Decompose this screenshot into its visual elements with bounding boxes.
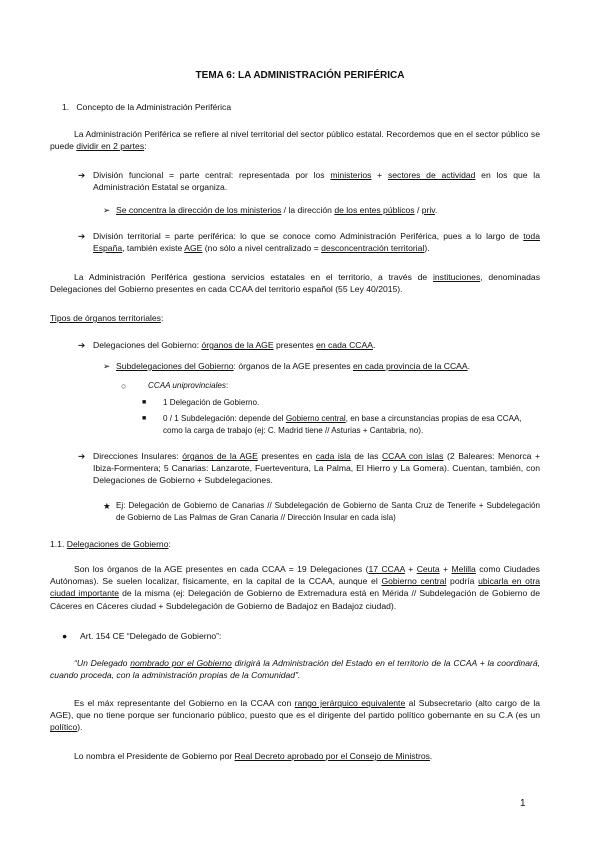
- paragraph-gestiona: La Administración Periférica gestiona servicios estatales en el territorio, a través de instituciones, denominadas Delegaciones del Gobierno presentes en cada CCAA del territorio español (55 Ley 40/2015).: [50, 272, 540, 295]
- bullet-delegaciones: Delegaciones del Gobierno: órganos de la AGE presentes en cada CCAA.: [93, 340, 376, 350]
- page-title: TEMA 6: LA ADMINISTRACIÓN PERIFÉRICA: [195, 70, 405, 81]
- art154-bullet: Art. 154 CE “Delegado de Gobierno”:: [80, 631, 222, 641]
- tipos-heading: Tipos de órganos territoriales:: [50, 313, 164, 323]
- paragraph-intro: La Administración Periférica se refiere al nivel territorial del sector público estatal. Recordemos que en el sector público se puede dividir en 2 partes:: [50, 129, 540, 152]
- section-title: Concepto de la Administración Periférica: [76, 102, 232, 112]
- square-bullet-icon: ■: [142, 399, 147, 406]
- ccaa-uniprovinciales: CCAA uniprovinciales:: [148, 381, 229, 390]
- paragraph-organos: Son los órganos de la AGE presentes en cada CCAA = 19 Delegaciones (17 CCAA + Ceuta + Melilla como Ciudades Autónomas). Se suelen localizar, físicamente, en la capital de la CCAA, aunque el Gobierno central podría ubicarla en otra ciudad importante de la misma (ej: Delegación de Gobierno de Extremadura está en Mérida // Subdelegación de Gobierno de Cáceres en Cáceres ciudad + Subdelegación de Gobierno de Badajoz en Badajoz ciudad).: [50, 564, 540, 611]
- triangle-arrow-icon: ➢: [103, 205, 111, 215]
- paragraph-nombramiento: Lo nombra el Presidente de Gobierno por Real Decreto aprobado por el Consejo de Ministros.: [74, 751, 433, 761]
- section-heading: [62, 101, 542, 113]
- subsection-heading: 1.1. Delegaciones de Gobierno:: [50, 539, 171, 549]
- sub-bullet-concentra: Se concentra la dirección de los ministerios / la dirección de los entes públicos / priv.: [116, 205, 438, 215]
- arrow-right-icon: ➔: [78, 170, 86, 180]
- square-bullet-icon: ■: [142, 415, 147, 422]
- bullet-division-territorial: División territorial = parte periférica: lo que se conoce como Administración Periférica, pues a lo largo de toda España, también existe AGE (no sólo a nivel centralizado = desconcentración territorial).: [93, 231, 540, 254]
- arrow-right-icon: ➔: [78, 451, 86, 461]
- filled-circle-bullet-icon: ●: [62, 631, 68, 641]
- section-number: 1.: [62, 102, 70, 112]
- item-subdelegacion: 0 / 1 Subdelegación: depende del Gobierno central, en base a circunstancias propias de esa CCAA, como la carga de trabajo (ej: C. Madrid tiene // Asturias + Cantabria, no).: [163, 414, 522, 436]
- arrow-right-icon: ➔: [78, 340, 86, 350]
- hollow-circle-bullet-icon: ○: [121, 381, 127, 391]
- bullet-direcciones-insulares: Direcciones Insulares: órganos de la AGE presentes en cada isla de las CCAA con islas (2 Baleares: Menorca + Ibiza-Formentera; 5 Canarias: Lanzarote, Fuerteventura, La Palma, El Hierro y La Gomera). Cuentan, también, con Delegaciones de Gobierno + Subdelegaciones.: [93, 451, 541, 486]
- star-bullet-icon: ★: [103, 501, 111, 511]
- quote-delegado: “Un Delegado nombrado por el Gobierno dirigirá la Administración del Estado en el territorio de la CCAA + la coordinará, cuando proceda, con la administración propias de la Comunidad”.: [50, 658, 540, 681]
- item-delegacion: 1 Delegación de Gobierno.: [163, 398, 260, 407]
- arrow-right-icon: ➔: [78, 231, 86, 241]
- ejemplo-canarias: Ej: Delegación de Gobierno de Canarias // Subdelegación de Gobierno de Santa Cruz de Tenerife + Subdelegación de Gobierno de Las Palmas de Gran Canaria // Dirección Insular en cada isla): [116, 501, 540, 523]
- sub-bullet-subdelegaciones: Subdelegaciones del Gobierno: órganos de la AGE presentes en cada provincia de la CCAA.: [116, 361, 471, 371]
- paragraph-maximo-representante: Es el máx representante del Gobierno en la CCAA con rango jerárquico equivalente al Subsecretario (alto cargo de la AGE), que no tiene porque ser funcionario público, puesto que es el dirigente del partido político gobernante en su C.A (es un político).: [50, 698, 541, 733]
- bullet-division-funcional: División funcional = parte central: representada por los ministerios + sectores de actividad en los que la Administración Estatal se organiza.: [93, 170, 541, 193]
- triangle-arrow-icon: ➢: [103, 361, 111, 371]
- page-number: 1: [520, 798, 526, 809]
